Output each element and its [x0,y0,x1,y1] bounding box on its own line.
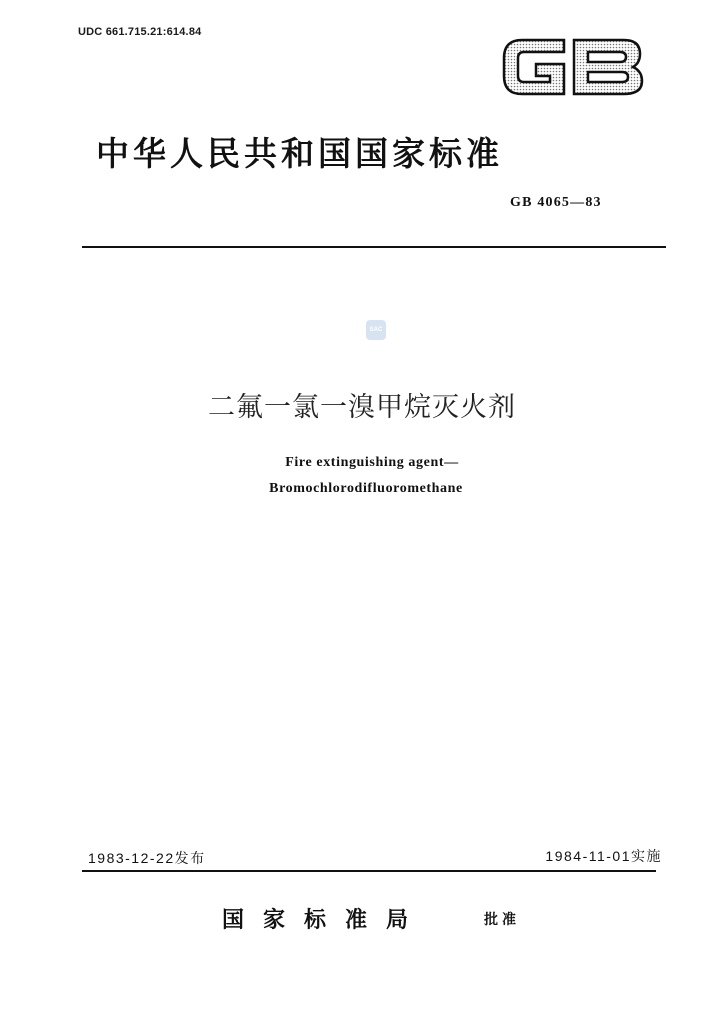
standard-code: GB 4065—83 [510,195,602,210]
udc-code: UDC 661.715.21:614.84 [78,26,202,38]
implementation-date: 1984-11-01实施 [545,848,662,864]
document-title-en-line2: Bromochlorodifluoromethane [269,481,463,496]
top-divider [82,246,666,248]
gb-logo [498,34,646,100]
approval-label: 批准 [484,912,520,928]
standard-title: 中华人民共和国国家标准 [96,134,503,173]
issue-date: 1983-12-22发布 [88,850,206,866]
issuing-bureau: 国家标准局 [222,907,428,933]
document-title-en-line1: Fire extinguishing agent— [285,455,459,470]
document-title-cn: 二氟一氯一溴甲烷灭火剂 [208,392,516,423]
bottom-divider [82,870,656,872]
sac-watermark: SAC [366,320,386,340]
